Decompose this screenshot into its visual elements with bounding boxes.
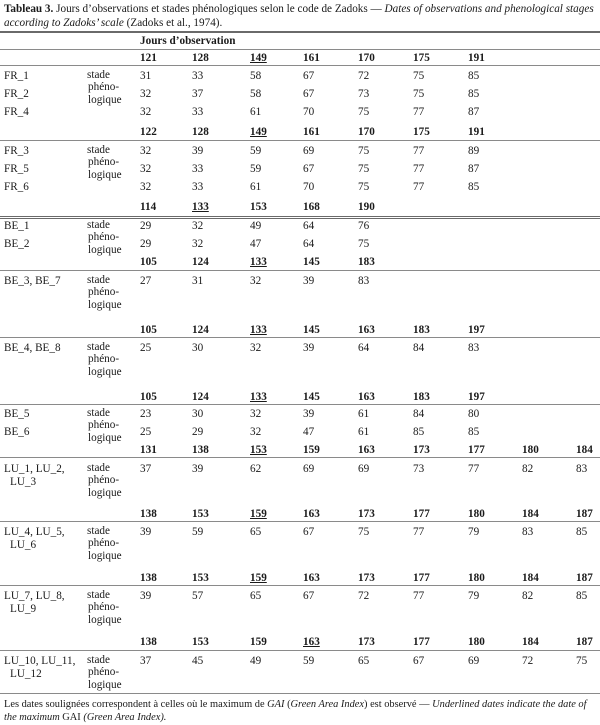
day-header: 184	[522, 508, 539, 520]
stage-value: 32	[250, 342, 262, 354]
day-header: 191	[468, 52, 485, 64]
stage-value: 59	[192, 526, 204, 538]
stage-value: 32	[140, 163, 152, 175]
stage-value: 32	[140, 106, 152, 118]
footnote-gai-full: Green Area Index	[290, 699, 365, 710]
day-header: 170	[358, 52, 375, 64]
stage-label: stade	[87, 274, 110, 286]
stage-value: 61	[358, 408, 370, 420]
site-label: BE_1	[4, 220, 30, 232]
day-header: 177	[413, 508, 430, 520]
site-label: LU_4, LU_5,	[4, 526, 65, 538]
day-header: 138	[140, 572, 157, 584]
site-label: FR_4	[4, 106, 29, 118]
day-header: 138	[140, 508, 157, 520]
day-header: 168	[303, 201, 320, 213]
stage-value: 31	[140, 70, 152, 82]
stage-label: phéno-	[88, 474, 120, 487]
stage-value: 29	[192, 426, 204, 438]
stage-value: 77	[468, 463, 480, 475]
stage-value: 49	[250, 220, 262, 232]
day-header: 177	[413, 572, 430, 584]
group-divider	[0, 585, 600, 586]
stage-label: logique	[88, 431, 122, 444]
day-header: 145	[303, 391, 320, 403]
footnote-gai-full-en: Green Area Index	[86, 712, 161, 723]
group-divider	[0, 521, 600, 522]
stage-value: 57	[192, 590, 204, 602]
day-header: 161	[303, 52, 320, 64]
stage-value: 39	[192, 145, 204, 157]
stage-value: 29	[140, 220, 152, 232]
stage-value: 37	[192, 88, 204, 100]
day-header: 177	[468, 444, 485, 456]
day-header: 105	[140, 324, 157, 336]
day-header: 133	[192, 201, 209, 213]
stage-value: 39	[192, 463, 204, 475]
stage-value: 47	[250, 238, 262, 250]
day-header: 183	[358, 256, 375, 268]
site-label: FR_3	[4, 145, 29, 157]
day-header: 149	[250, 126, 267, 138]
stage-value: 70	[303, 181, 315, 193]
day-header: 153	[250, 444, 267, 456]
day-header: 159	[250, 572, 267, 584]
stage-label: stade	[87, 341, 110, 353]
stage-value: 23	[140, 408, 152, 420]
day-header: 122	[140, 126, 157, 138]
stage-value: 73	[358, 88, 370, 100]
stage-value: 32	[192, 220, 204, 232]
day-header: 163	[358, 391, 375, 403]
stage-value: 85	[468, 426, 480, 438]
day-header: 163	[358, 324, 375, 336]
stage-value: 32	[192, 238, 204, 250]
stage-label: logique	[88, 168, 122, 181]
stage-value: 61	[250, 106, 262, 118]
stage-value: 80	[468, 408, 480, 420]
stage-value: 64	[303, 238, 315, 250]
site-label: FR_5	[4, 163, 29, 175]
day-header: 124	[192, 256, 209, 268]
stage-value: 33	[192, 163, 204, 175]
stage-label: phéno-	[88, 419, 120, 432]
stage-value: 89	[468, 145, 480, 157]
day-header: 131	[140, 444, 157, 456]
stage-value: 33	[192, 70, 204, 82]
stage-value: 75	[358, 238, 370, 250]
day-header: 191	[468, 126, 485, 138]
stage-label: phéno-	[88, 353, 120, 366]
day-header: 173	[358, 572, 375, 584]
stage-value: 82	[522, 463, 534, 475]
stage-value: 76	[358, 220, 370, 232]
stage-value: 64	[358, 342, 370, 354]
day-header: 175	[413, 52, 430, 64]
day-header: 180	[468, 572, 485, 584]
table-top-rule	[0, 31, 600, 33]
day-header: 153	[192, 636, 209, 648]
day-header: 121	[140, 52, 157, 64]
stage-value: 49	[250, 655, 262, 667]
stage-value: 75	[358, 526, 370, 538]
group-divider	[0, 270, 600, 271]
day-header: 173	[358, 508, 375, 520]
stage-label: logique	[88, 486, 122, 499]
footnote-gai-en: GAI	[62, 712, 81, 723]
stage-value: 75	[358, 181, 370, 193]
stage-value: 75	[358, 163, 370, 175]
day-header: 173	[358, 636, 375, 648]
stage-value: 85	[468, 70, 480, 82]
day-header: 128	[192, 52, 209, 64]
footnote-paren: (	[284, 699, 291, 710]
stage-label: logique	[88, 365, 122, 378]
caption-english: Dates of observations and phenological stages according to Zadoks’ scale	[4, 3, 594, 29]
site-label: LU_6	[10, 539, 37, 551]
day-header: 149	[250, 52, 267, 64]
day-header: 184	[522, 572, 539, 584]
stage-label: stade	[87, 407, 110, 419]
stage-value: 85	[413, 426, 425, 438]
stage-value: 59	[250, 145, 262, 157]
caption-french: Jours d’observations et stades phénologiques selon le code de Zadoks —	[53, 3, 385, 15]
stage-value: 59	[303, 655, 315, 667]
day-header: 145	[303, 256, 320, 268]
site-label: BE_4, BE_8	[4, 342, 61, 354]
stage-value: 58	[250, 88, 262, 100]
day-header: 177	[413, 636, 430, 648]
day-header: 145	[303, 324, 320, 336]
stage-label: logique	[88, 678, 122, 691]
stage-value: 59	[250, 163, 262, 175]
stage-label: phéno-	[88, 286, 120, 299]
day-header: 105	[140, 391, 157, 403]
day-header: 138	[140, 636, 157, 648]
day-header: 197	[468, 324, 485, 336]
stage-label: stade	[87, 589, 110, 601]
day-header: 159	[250, 636, 267, 648]
site-label: FR_1	[4, 70, 29, 82]
stage-label: stade	[87, 144, 110, 156]
stage-label: logique	[88, 298, 122, 311]
day-header: 124	[192, 324, 209, 336]
day-header: 133	[250, 391, 267, 403]
site-label: LU_1, LU_2,	[4, 463, 65, 475]
day-header: 153	[250, 201, 267, 213]
stage-value: 84	[413, 408, 425, 420]
stage-value: 85	[468, 181, 480, 193]
table-footnote	[4, 698, 596, 724]
stage-value: 70	[303, 106, 315, 118]
day-header: 197	[468, 391, 485, 403]
footnote-text-mid: ) est observé —	[364, 699, 433, 710]
stage-value: 67	[303, 590, 315, 602]
header-rule	[0, 49, 600, 50]
stage-value: 39	[140, 526, 152, 538]
day-header: 153	[192, 572, 209, 584]
group-divider	[0, 404, 600, 405]
footnote-end: ).	[160, 712, 167, 723]
stage-value: 33	[192, 181, 204, 193]
stage-label: logique	[88, 243, 122, 256]
day-header: 159	[250, 508, 267, 520]
stage-value: 77	[413, 163, 425, 175]
stage-value: 77	[413, 181, 425, 193]
stage-value: 39	[303, 342, 315, 354]
day-header: 180	[522, 444, 539, 456]
day-header: 180	[468, 508, 485, 520]
day-header: 187	[576, 572, 593, 584]
day-header: 184	[522, 636, 539, 648]
stage-value: 45	[192, 655, 204, 667]
stage-label: stade	[87, 654, 110, 666]
day-header: 183	[413, 324, 430, 336]
stage-label: phéno-	[88, 156, 120, 169]
stage-value: 72	[358, 70, 370, 82]
stage-value: 67	[303, 526, 315, 538]
day-header: 138	[192, 444, 209, 456]
day-header: 114	[140, 201, 157, 213]
stage-value: 61	[358, 426, 370, 438]
stage-value: 85	[576, 526, 588, 538]
stage-label: stade	[87, 525, 110, 537]
footnote-text-fr: Les dates soulignées correspondent à celles où le maximum de	[4, 699, 268, 710]
stage-value: 37	[140, 463, 152, 475]
stage-value: 58	[250, 70, 262, 82]
site-label: LU_3	[10, 476, 37, 488]
day-header: 183	[413, 391, 430, 403]
stage-value: 32	[250, 408, 262, 420]
stage-value: 75	[413, 70, 425, 82]
site-label: BE_6	[4, 426, 30, 438]
stage-value: 69	[303, 463, 315, 475]
stage-value: 77	[413, 106, 425, 118]
stage-label: phéno-	[88, 601, 120, 614]
stage-value: 77	[413, 590, 425, 602]
day-header: 161	[303, 126, 320, 138]
stage-value: 79	[468, 590, 480, 602]
stage-value: 25	[140, 342, 152, 354]
site-label: BE_3, BE_7	[4, 275, 61, 287]
stage-value: 32	[140, 181, 152, 193]
day-header: 163	[303, 636, 320, 648]
footnote-gai: GAI	[267, 699, 285, 710]
stage-value: 72	[358, 590, 370, 602]
stage-value: 61	[250, 181, 262, 193]
stage-value: 39	[303, 275, 315, 287]
stage-value: 32	[140, 145, 152, 157]
stage-value: 73	[413, 463, 425, 475]
stage-label: phéno-	[88, 537, 120, 550]
stage-value: 69	[303, 145, 315, 157]
stage-value: 62	[250, 463, 262, 475]
header-title: Jours d’observation	[140, 35, 236, 47]
day-header: 163	[303, 572, 320, 584]
day-header: 173	[413, 444, 430, 456]
stage-value: 30	[192, 342, 204, 354]
stage-label: phéno-	[88, 81, 120, 94]
site-label: BE_2	[4, 238, 30, 250]
stage-label: phéno-	[88, 231, 120, 244]
stage-value: 65	[250, 590, 262, 602]
stage-value: 25	[140, 426, 152, 438]
day-header: 159	[303, 444, 320, 456]
stage-value: 65	[358, 655, 370, 667]
stage-value: 87	[468, 106, 480, 118]
stage-value: 77	[413, 526, 425, 538]
stage-value: 39	[303, 408, 315, 420]
stage-value: 85	[576, 590, 588, 602]
stage-value: 64	[303, 220, 315, 232]
day-header: 187	[576, 508, 593, 520]
day-header: 184	[576, 444, 593, 456]
stage-value: 30	[192, 408, 204, 420]
stage-value: 69	[468, 655, 480, 667]
stage-value: 27	[140, 275, 152, 287]
footnote-text-en: Underlined dates indicate the date of the maximum	[4, 699, 587, 723]
stage-value: 29	[140, 238, 152, 250]
stage-value: 82	[522, 590, 534, 602]
group-divider	[0, 337, 600, 338]
stage-value: 69	[358, 463, 370, 475]
stage-value: 87	[468, 163, 480, 175]
stage-value: 47	[303, 426, 315, 438]
stage-value: 33	[192, 106, 204, 118]
stage-value: 75	[358, 145, 370, 157]
stage-value: 32	[250, 426, 262, 438]
stage-value: 65	[250, 526, 262, 538]
site-label: FR_2	[4, 88, 29, 100]
group-divider	[0, 65, 600, 66]
day-header: 190	[358, 201, 375, 213]
stage-value: 83	[576, 463, 588, 475]
footnote-paren-en: (	[80, 712, 87, 723]
stage-value: 75	[358, 106, 370, 118]
stage-value: 32	[250, 275, 262, 287]
day-header: 124	[192, 391, 209, 403]
stage-value: 72	[522, 655, 534, 667]
stage-value: 67	[413, 655, 425, 667]
stage-value: 85	[468, 88, 480, 100]
day-header: 180	[468, 636, 485, 648]
stage-value: 77	[413, 145, 425, 157]
table-caption	[4, 2, 596, 30]
day-header: 133	[250, 324, 267, 336]
stage-label: stade	[87, 69, 110, 81]
day-header: 163	[358, 444, 375, 456]
stage-value: 83	[468, 342, 480, 354]
day-header: 187	[576, 636, 593, 648]
day-header: 170	[358, 126, 375, 138]
stage-value: 75	[413, 88, 425, 100]
stage-value: 67	[303, 70, 315, 82]
site-label: BE_5	[4, 408, 30, 420]
group-divider	[0, 457, 600, 458]
group-divider	[0, 650, 600, 651]
stage-value: 31	[192, 275, 204, 287]
group-divider	[0, 140, 600, 141]
stage-value: 32	[140, 88, 152, 100]
site-label: LU_9	[10, 603, 37, 615]
stage-label: logique	[88, 549, 122, 562]
day-header: 163	[303, 508, 320, 520]
day-header: 175	[413, 126, 430, 138]
stage-value: 39	[140, 590, 152, 602]
stage-value: 75	[576, 655, 588, 667]
site-label: LU_12	[10, 668, 42, 680]
stage-value: 37	[140, 655, 152, 667]
stage-label: stade	[87, 462, 110, 474]
site-label: FR_6	[4, 181, 29, 193]
stage-value: 67	[303, 163, 315, 175]
stage-label: logique	[88, 93, 122, 106]
stage-label: logique	[88, 613, 122, 626]
site-label: LU_7, LU_8,	[4, 590, 65, 602]
stage-label: phéno-	[88, 666, 120, 679]
day-header: 133	[250, 256, 267, 268]
day-header: 153	[192, 508, 209, 520]
caption-label: Tableau 3.	[4, 3, 54, 15]
stage-value: 83	[358, 275, 370, 287]
day-header: 128	[192, 126, 209, 138]
caption-reference: (Zadoks et al., 1974).	[123, 17, 223, 29]
stage-value: 84	[413, 342, 425, 354]
day-header: 105	[140, 256, 157, 268]
stage-value: 83	[522, 526, 534, 538]
site-label: LU_10, LU_11,	[4, 655, 76, 667]
stage-label: stade	[87, 219, 110, 231]
stage-value: 79	[468, 526, 480, 538]
stage-value: 67	[303, 88, 315, 100]
table-bottom-rule	[0, 693, 600, 694]
